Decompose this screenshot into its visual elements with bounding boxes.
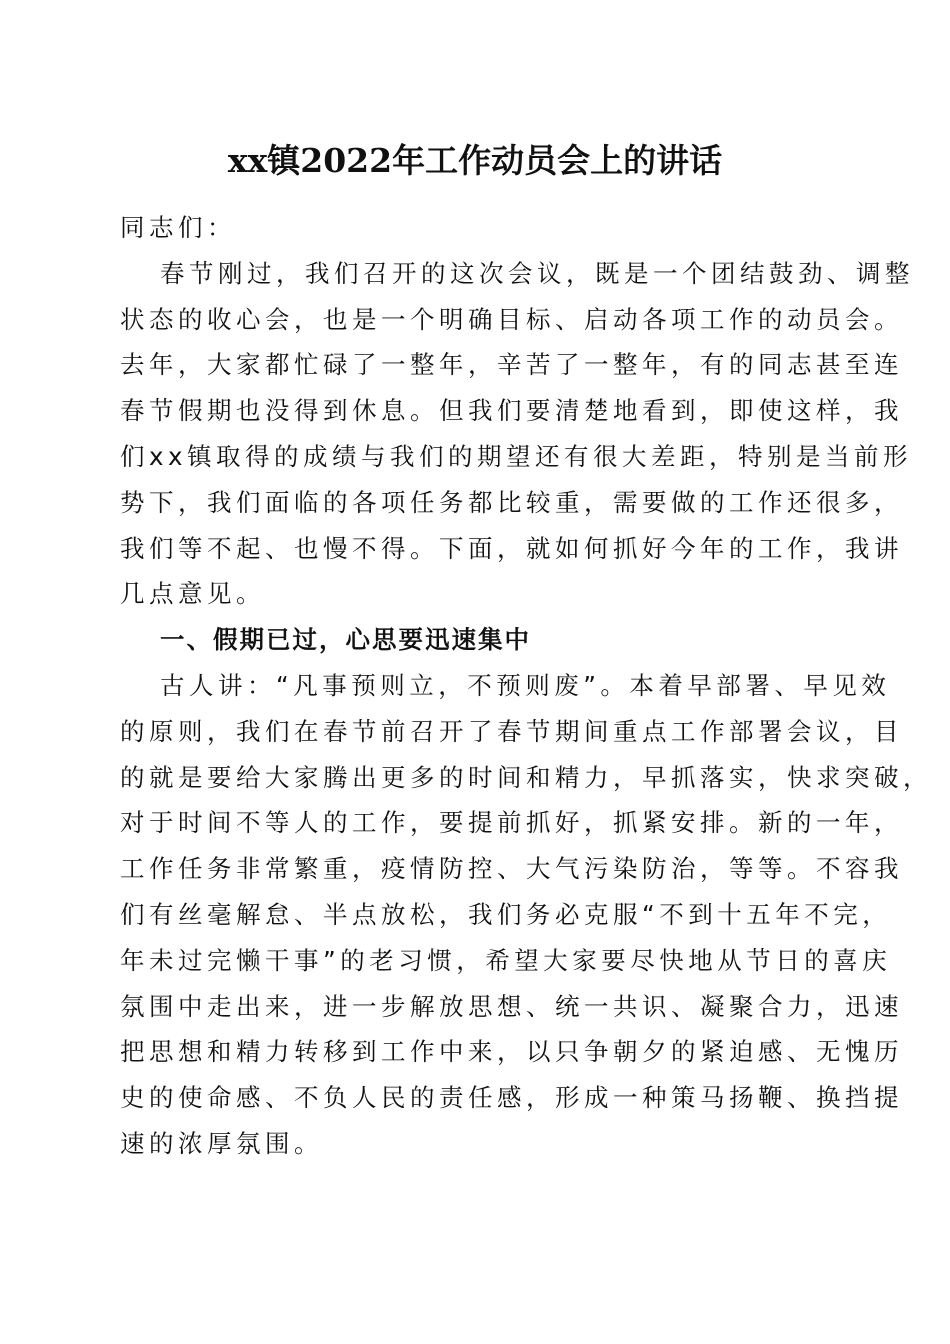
paragraph-line: 把思想和精力转移到工作中来，以只争朝夕的紧迫感、无愧历 — [120, 1037, 903, 1067]
paragraph-line: 我们等不起、也慢不得。下面，就如何抓好今年的工作，我讲 — [120, 533, 903, 563]
salutation-line: 同志们： — [120, 213, 236, 242]
paragraph-line: 春节假期也没得到休息。但我们要清楚地看到，即使这样，我 — [120, 396, 903, 426]
document-body — [120, 205, 932, 1167]
paragraph-line: 对于时间不等人的工作，要提前抓好，抓紧安排。新的一年， — [120, 808, 903, 838]
paragraph-line: 几点意见。 — [120, 579, 265, 609]
paragraph-line: 速的浓厚氛围。 — [120, 1128, 323, 1158]
paragraph-line: 们xx镇取得的成绩与我们的期望还有很大差距，特别是当前形 — [120, 441, 912, 471]
paragraph-line: 春节刚过，我们召开的这次会议，既是一个团结鼓劲、调整 — [160, 258, 914, 288]
paragraph-line: 史的使命感、不负人民的责任感，形成一种策马扬鞭、换挡提 — [120, 1083, 903, 1113]
paragraph-line: 氛围中走出来，进一步解放思想、统一共识、凝聚合力，迅速 — [120, 991, 903, 1021]
paragraph-line: 状态的收心会，也是一个明确目标、启动各项工作的动员会。 — [120, 304, 903, 334]
paragraph-line: 年未过完懒干事”的老习惯，希望大家要尽快地从节日的喜庆 — [120, 945, 892, 975]
paragraph-line: 去年，大家都忙碌了一整年，辛苦了一整年，有的同志甚至连 — [120, 350, 903, 380]
paragraph-line: 们有丝毫解怠、半点放松，我们务必克服“不到十五年不完， — [120, 899, 892, 929]
section-heading: 一、假期已过，心思要迅速集中 — [160, 625, 531, 655]
paragraph-line: 势下，我们面临的各项任务都比较重，需要做的工作还很多， — [120, 487, 903, 517]
paragraph-line: 工作任务非常繁重，疫情防控、大气污染防治，等等。不容我 — [120, 854, 903, 884]
paragraph-line: 的就是要给大家腾出更多的时间和精力，早抓落实，快求突破， — [120, 762, 932, 792]
paragraph-line: 的原则，我们在春节前召开了春节期间重点工作部署会议，目 — [120, 716, 903, 746]
paragraph-line: 古人讲：“凡事预则立，不预则废”。本着早部署、早见效 — [160, 670, 891, 700]
document-title: xx镇2022年工作动员会上的讲话 — [227, 141, 723, 180]
